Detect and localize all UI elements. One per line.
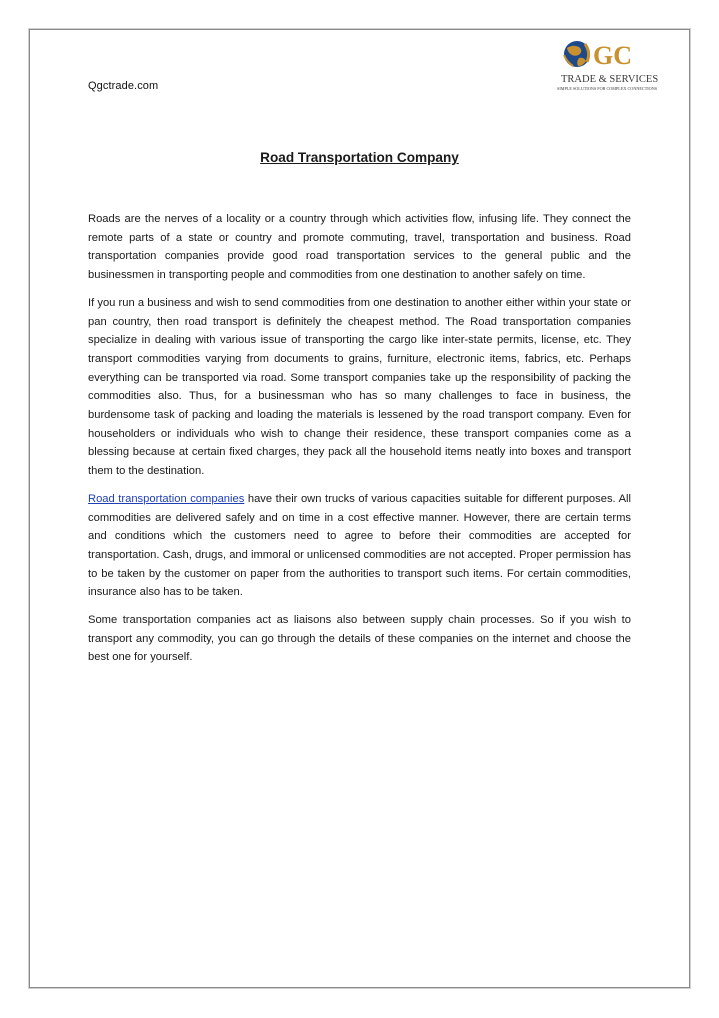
logo-graphic <box>555 38 659 96</box>
document-title: Road Transportation Company <box>260 150 459 165</box>
logo-tagline: TRADE & SERVICES <box>561 74 659 85</box>
logo-subtagline: SIMPLE SOLUTIONS FOR COMPLEX CONNECTIONS <box>557 86 658 91</box>
document-body <box>88 210 631 676</box>
company-logo[interactable] <box>555 38 659 96</box>
paragraph-3 <box>88 490 631 602</box>
road-transportation-companies-link[interactable]: Road transportation companies <box>88 492 245 505</box>
globe-icon <box>564 41 590 67</box>
paragraph-3-text: have their own trucks of various capacities suitable for different purposes. All commodities are delivered safely and on time in a cost effective manner. However, there are certain terms and conditions which the customers need to agree to before their commodities are accepted for transportation. Cash, drugs, and immoral or unlicensed commodities are not accepted. Proper permission has to be taken by the customer on paper from the authorities to transport such items. For certain commodities, insurance also has to be taken. <box>88 492 631 599</box>
paragraph-1: Roads are the nerves of a locality or a country through which activities flow, infusing life. They connect the remote parts of a state or country and promote commuting, travel, transportation and business. Road transportation companies provide good road transportation services to the general public and the businessmen in transporting people and commodities from one destination to another safely on time. <box>88 213 631 282</box>
logo-brand: GC <box>593 41 632 70</box>
site-name: Qgctrade.com <box>88 80 159 92</box>
paragraph-4: Some transportation companies act as liaisons also between supply chain processes. So if you wish to transport any commodity, you can go through the details of these companies on the internet and choose the best one for yourself. <box>88 614 631 664</box>
paragraph-2: If you run a business and wish to send commodities from one destination to another either within your state or pan country, then road transport is definitely the cheapest method. The Road transportation companies specialize in dealing with various issue of transporting the cargo like inter-state permits, license, etc. They transport commodities varying from documents to grains, furniture, electronic items, fabrics, etc. Perhaps everything can be transported via road. Some transport companies take up the responsibility of packing the commodities also. Thus, for a businessman who has so many challenges to face in business, the burdensome task of packing and loading the materials is lessened by the road transport company. Even for householders or individuals who wish to change their residence, these transport companies come as a blessing because at certain fixed charges, they pack all the household items neatly into boxes and transport them to the destination. <box>88 296 631 478</box>
